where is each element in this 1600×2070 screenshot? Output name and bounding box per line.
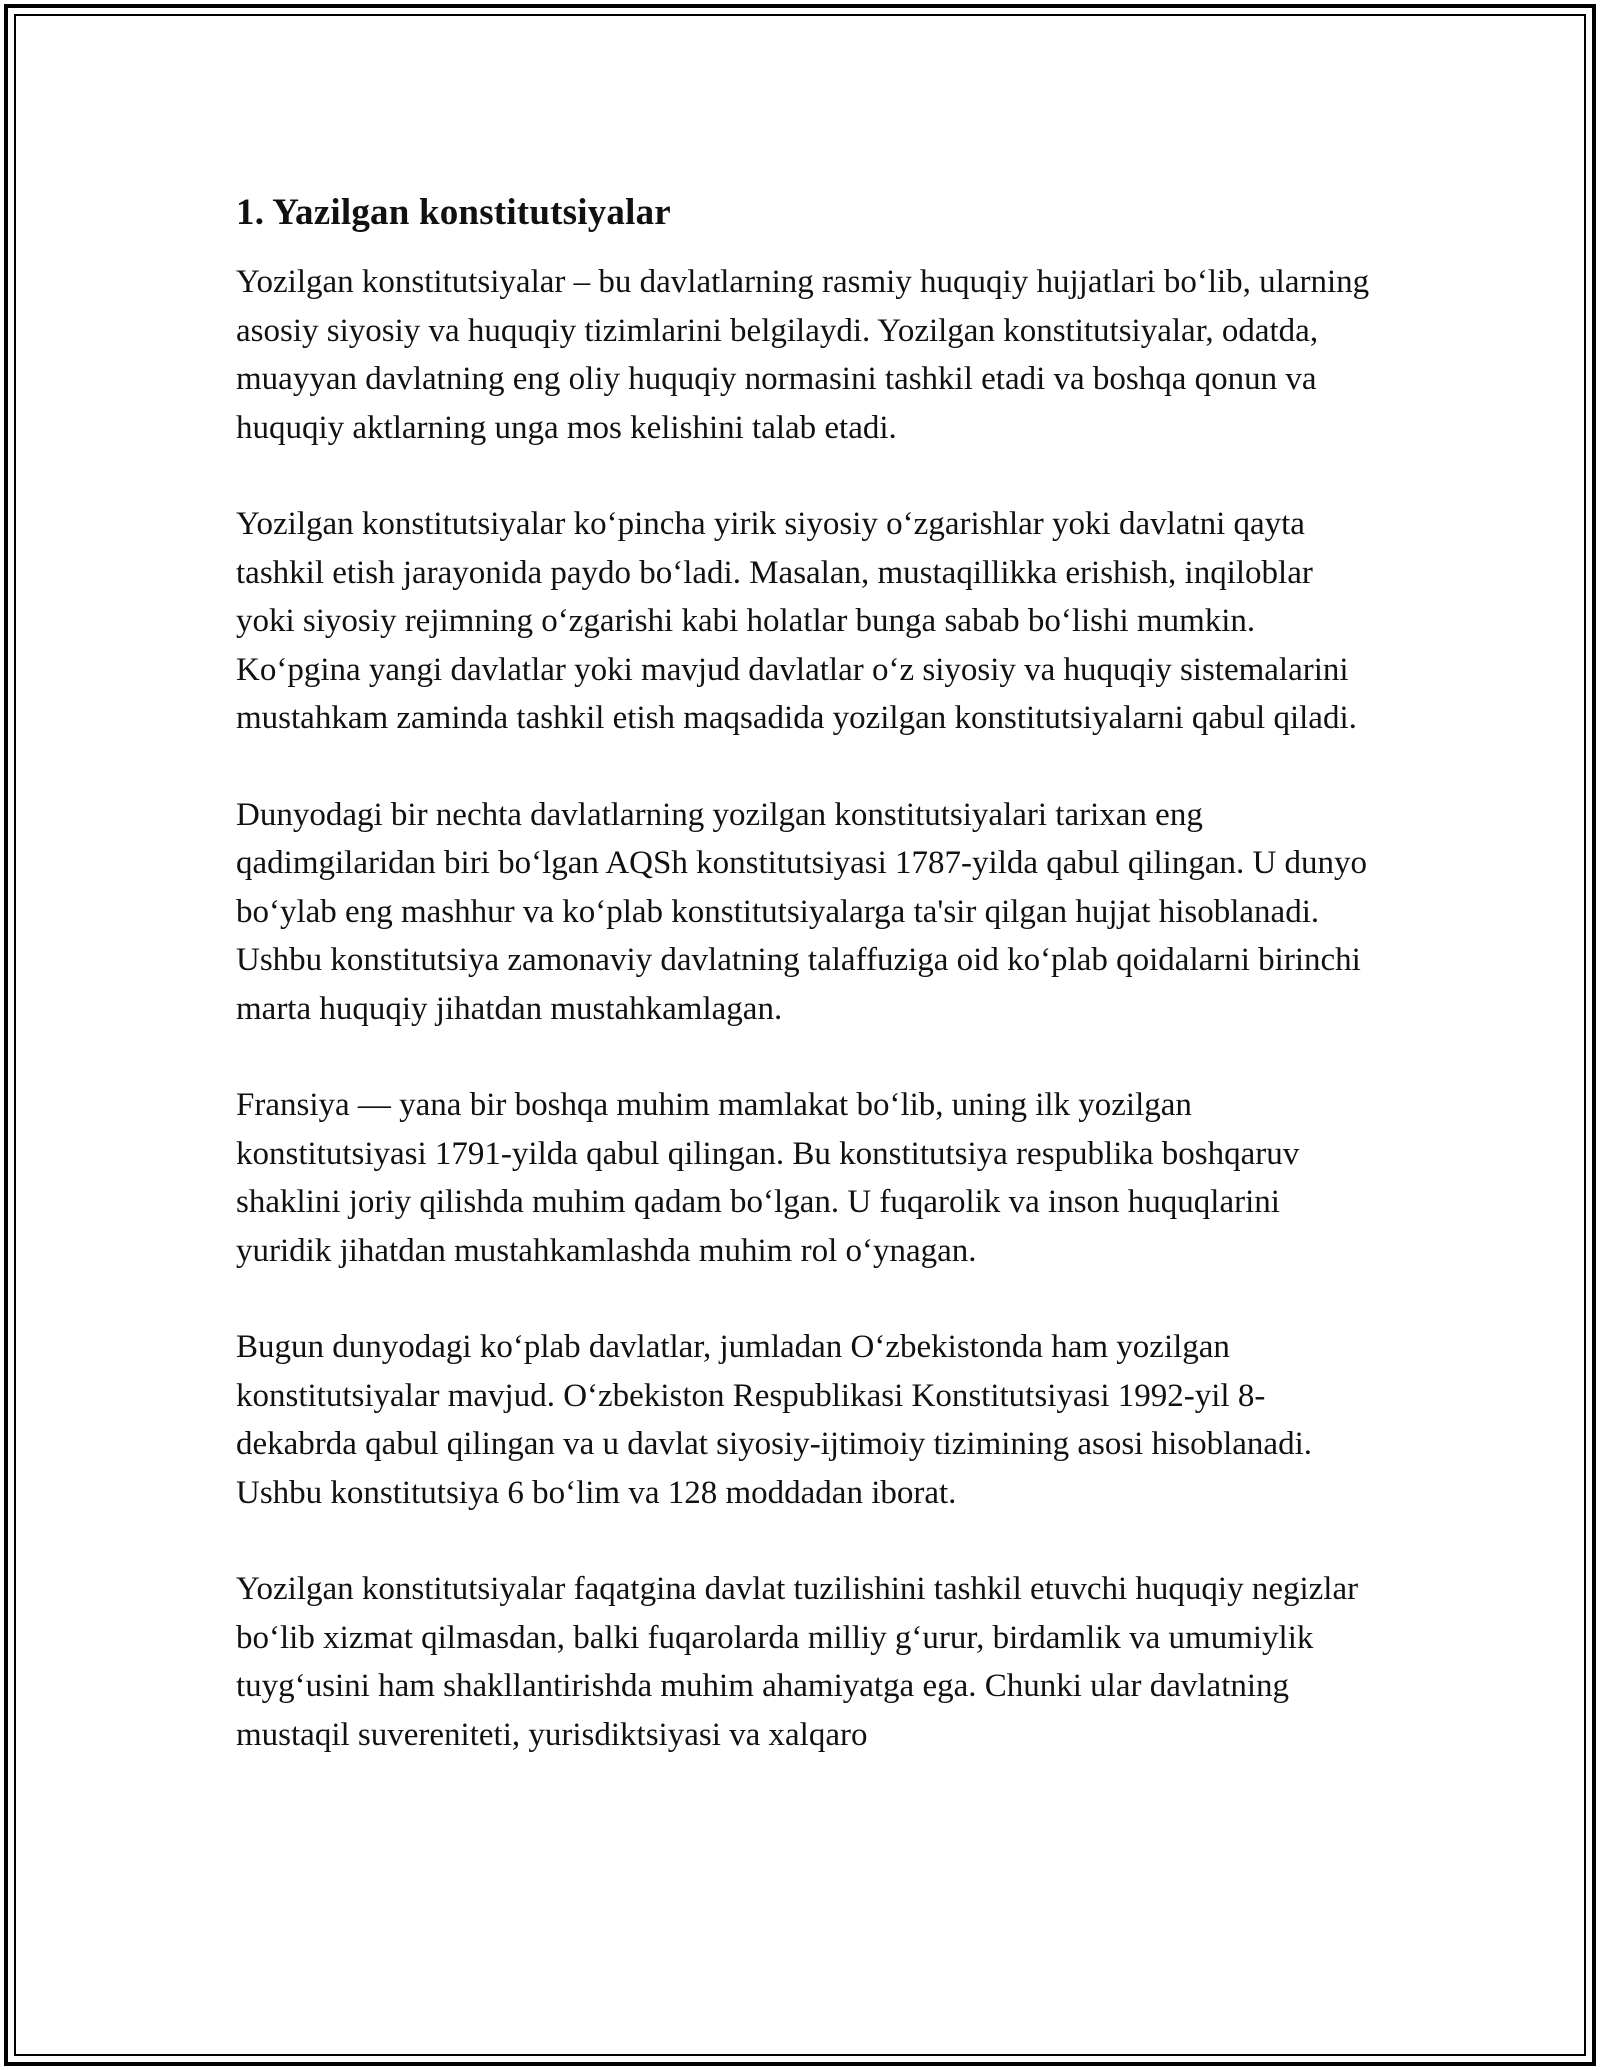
document-body — [236, 188, 1376, 1807]
paragraph-2: Yozilgan konstitutsiyalar ko‘pincha yirik siyosiy o‘zgarishlar yoki davlatni qayta tashkil etish jarayonida paydo bo‘ladi. Masalan, mustaqillikka erishish, inqiloblar yoki siyosiy rejimning o‘zgarishi kabi holatlar bunga sabab bo‘lishi mumkin. Ko‘pgina yangi davlatlar yoki mavjud davlatlar o‘z siyosiy va huquqiy sistemalarini mustahkam zaminda tashkil etish maqsadida yozilgan konstitutsiyalarni qabul qiladi. — [236, 506, 1357, 736]
paragraph-5: Bugun dunyodagi ko‘plab davlatlar, jumladan O‘zbekistonda ham yozilgan konstitutsiyalar mavjud. O‘zbekiston Respublikasi Konstitutsiyasi 1992-yil 8-dekabrda qabul qilingan va u davlat siyosiy-ijtimoiy tizimining asosi hisoblanadi. Ushbu konstitutsiya 6 bo‘lim va 128 moddadan iborat. — [236, 1329, 1312, 1511]
paragraph-1: Yozilgan konstitutsiyalar – bu davlatlarning rasmiy huquqiy hujjatlari bo‘lib, ularning asosiy siyosiy va huquqiy tizimlarini belgilaydi. Yozilgan konstitutsiyalar, odatda, muayyan davlatning eng oliy huquqiy normasini tashkil etadi va boshqa qonun va huquqiy aktlarning unga mos kelishini talab etadi. — [236, 264, 1370, 446]
paragraph-6: Yozilgan konstitutsiyalar faqatgina davlat tuzilishini tashkil etuvchi huquqiy negizlar bo‘lib xizmat qilmasdan, balki fuqarolarda milliy g‘urur, birdamlik va umumiylik tuyg‘usini ham shakllantirishda muhim ahamiyatga ega. Chunki ular davlatning mustaqil suvereniteti, yurisdiktsiyasi va xalqaro — [236, 1571, 1359, 1753]
paragraph-3: Dunyodagi bir nechta davlatlarning yozilgan konstitutsiyalari tarixan eng qadimgilaridan biri bo‘lgan AQSh konstitutsiyasi 1787-yilda qabul qilingan. U dunyo bo‘ylab eng mashhur va ko‘plab konstitutsiyalarga ta'sir qilgan hujjat hisoblanadi. Ushbu konstitutsiya zamonaviy davlatning talaffuziga oid ko‘plab qoidalarni birinchi marta huquqiy jihatdan mustahkamlagan. — [236, 796, 1368, 1027]
paragraph-4: Fransiya — yana bir boshqa muhim mamlakat bo‘lib, uning ilk yozilgan konstitutsiyasi 1791-yilda qabul qilingan. Bu konstitutsiya respublika boshqaruv shaklini joriy qilishda muhim qadam bo‘lgan. U fuqarolik va inson huquqlarini yuridik jihatdan mustahkamlashda muhim rol o‘ynagan. — [236, 1087, 1300, 1269]
section-heading: 1. Yazilgan konstitutsiyalar — [236, 192, 671, 233]
